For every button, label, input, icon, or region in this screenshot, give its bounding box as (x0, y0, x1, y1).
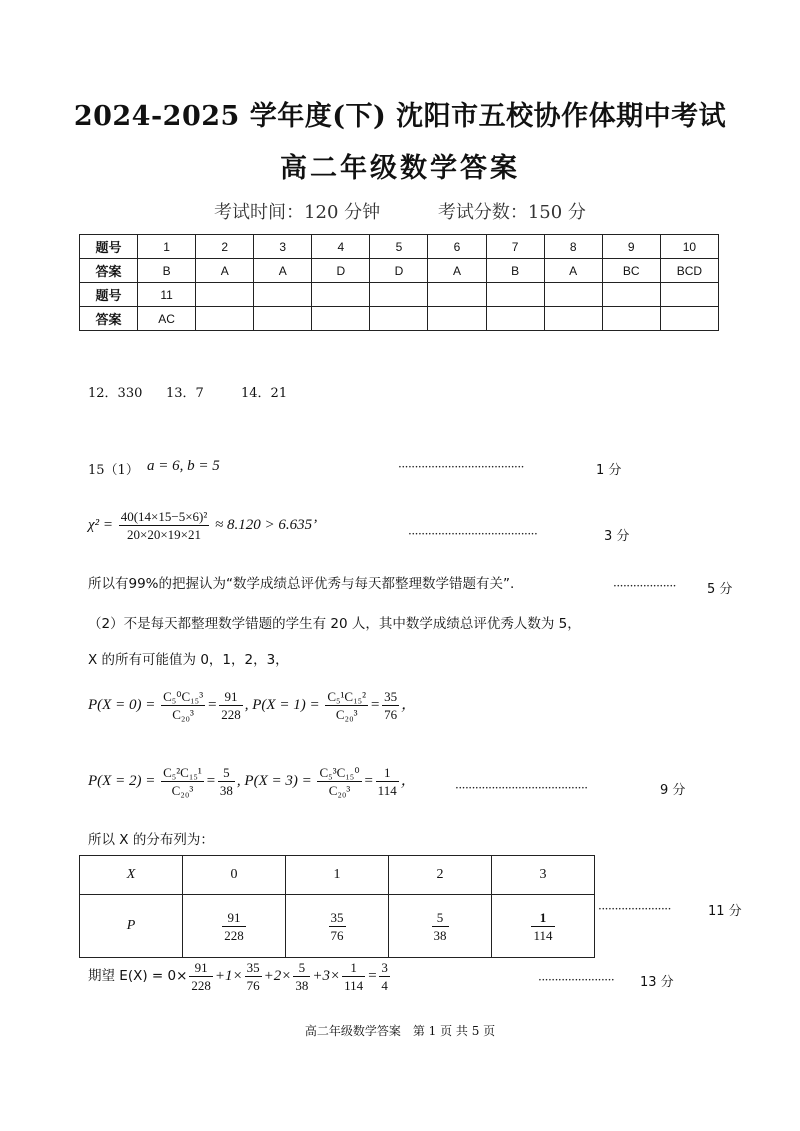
p3-value (376, 764, 399, 799)
dist-p-label: P (80, 895, 183, 958)
fraction-denominator: 76 (246, 978, 260, 993)
p1-combination (325, 688, 368, 723)
answer-cell: B (486, 259, 544, 283)
score-mark: 5 分 (707, 582, 733, 597)
comma: ， (400, 772, 416, 789)
answer-q13: 13．7 (166, 386, 204, 401)
fraction-denominator: 114 (533, 927, 553, 943)
p2-value (218, 764, 235, 799)
q15-label: 15（1） (88, 463, 139, 478)
dist-fraction (432, 909, 449, 944)
p3-combination (317, 764, 361, 799)
q15-step1: a = 6, b = 5 (147, 458, 220, 474)
empty-cell (370, 283, 428, 307)
dist-header-cell: X (80, 856, 183, 895)
fraction-denominator: 38 (219, 783, 233, 798)
dot-leader: ········································ (455, 781, 588, 795)
fraction-denominator: 76 (384, 707, 398, 722)
expectation-line (88, 959, 392, 994)
chi-mark: ’ (312, 516, 318, 533)
empty-cell (254, 283, 312, 307)
fraction-denominator: 228 (221, 707, 241, 722)
fraction-numerator: 91 (219, 688, 243, 706)
question-number: 7 (486, 235, 544, 259)
exp-term: +2× (263, 967, 292, 984)
question-number: 4 (312, 235, 370, 259)
score-mark: 11 分 (708, 904, 742, 919)
exp-equals: = (367, 967, 378, 984)
expectation-lhs: 期望 E(X) = 0× (88, 967, 188, 984)
chi-lhs: χ² = (88, 516, 113, 533)
answer-cell: D (370, 259, 428, 283)
dist-header-cell: 3 (492, 856, 595, 895)
dist-p-cell (492, 895, 595, 958)
p2-lhs: P(X = 2) = (88, 772, 156, 789)
answer-cell: B (138, 259, 196, 283)
p0-value (219, 688, 243, 723)
empty-cell (254, 307, 312, 331)
fraction-denominator: 20×20×19×21 (127, 527, 201, 542)
answer-cell: A (196, 259, 254, 283)
fraction-numerator: C₅²C₁₅¹ (163, 765, 202, 780)
question-number: 9 (602, 235, 660, 259)
fraction-numerator: 91 (222, 909, 246, 927)
score-mark: 9 分 (660, 783, 686, 798)
answer-q14: 14．21 (241, 386, 288, 401)
exp-fraction (189, 959, 213, 994)
empty-cell (660, 307, 718, 331)
question-number: 11 (138, 283, 196, 307)
exp-term: +3× (312, 967, 341, 984)
question-number: 2 (196, 235, 254, 259)
answer-table (79, 234, 719, 331)
dot-leader: ······································ (398, 460, 524, 474)
fraction-numerator: 40(14×15−5×6)² (120, 509, 208, 524)
question-number: 8 (544, 235, 602, 259)
empty-cell (544, 283, 602, 307)
dist-fraction (222, 909, 246, 944)
exam-time: 考试时间：120 分钟 (214, 202, 381, 223)
question-number: 10 (660, 235, 718, 259)
p0-combination (161, 688, 205, 723)
empty-cell (660, 283, 718, 307)
answer-cell: BCD (660, 259, 718, 283)
fraction-denominator: 38 (433, 927, 447, 943)
fraction-denominator: 76 (330, 927, 344, 943)
part2-intro: （2）不是每天都整理数学错题的学生有 20 人，其中数学成绩总评优秀人数为 5， (88, 616, 581, 632)
row-label: 答案 (80, 307, 138, 331)
fraction-denominator: C₂₀³ (328, 783, 351, 798)
chi-rhs: ≈ 8.120 > 6.635 (215, 516, 313, 533)
row-label: 题号 (80, 283, 138, 307)
dist-header-cell: 0 (183, 856, 286, 895)
fraction-numerator: 3 (381, 960, 388, 975)
question-number: 5 (370, 235, 428, 259)
row-label: 题号 (80, 235, 138, 259)
fraction-numerator: 91 (189, 959, 213, 977)
page-footer: 高二年级数学答案 第 1 页 共 5 页 (304, 1024, 496, 1038)
fraction-denominator: 228 (191, 978, 211, 993)
answer-cell: BC (602, 259, 660, 283)
exp-fraction (293, 959, 310, 994)
fraction-numerator: 35 (330, 909, 344, 925)
empty-cell (312, 307, 370, 331)
comma: ， (401, 696, 417, 713)
empty-cell (196, 307, 254, 331)
chi-fraction (119, 508, 210, 543)
dist-fraction (531, 909, 554, 944)
question-number: 6 (428, 235, 486, 259)
exp-result (379, 959, 390, 994)
empty-cell (602, 283, 660, 307)
p2-combination (161, 764, 204, 799)
score-mark: 3 分 (604, 529, 630, 544)
score-mark: 13 分 (640, 975, 674, 990)
answer-cell: AC (138, 307, 196, 331)
question-number: 3 (254, 235, 312, 259)
dot-leader: ······················ (598, 902, 671, 916)
empty-cell (544, 307, 602, 331)
probability-line-1: P(X = 0) = $\frac{\text{C₅⁰C₁₅³}}{\text{C₂₀³}}$ = $\frac{91}{228}$ , P(X = 1) = $\frac{\text{C₅¹C₁₅²}}{\text{C₂₀³}}$ = $\frac{35}{76}$ ， (88, 689, 417, 722)
answer-cell: A (428, 259, 486, 283)
row-label: 答案 (80, 259, 138, 283)
answer-cell: A (544, 259, 602, 283)
dot-leader: ······································· (408, 527, 538, 541)
distribution-table (79, 855, 595, 958)
p1-value (382, 688, 399, 723)
fraction-numerator: 35 (384, 689, 398, 704)
fraction-numerator: 5 (432, 909, 449, 927)
dist-fraction (329, 909, 346, 944)
empty-cell (312, 283, 370, 307)
dot-leader: ······················· (538, 973, 615, 987)
answer-table-row (80, 235, 719, 259)
p3-lhs: , P(X = 3) = (236, 772, 312, 789)
conclusion-text: 所以有99%的把握认为“数学成绩总评优秀与每天都整理数学错题有关”. (88, 576, 515, 592)
answer-q12: 12．330 (88, 386, 143, 401)
exp-fraction (245, 959, 262, 994)
empty-cell (196, 283, 254, 307)
dot-leader: ··················· (613, 579, 676, 593)
fraction-denominator: 38 (295, 978, 309, 993)
distribution-intro: 所以 X 的分布列为： (88, 832, 214, 848)
document-subtitle: 高二年级数学答案 (280, 153, 520, 184)
exp-term: +1× (214, 967, 243, 984)
empty-cell (428, 283, 486, 307)
empty-cell (370, 307, 428, 331)
answer-cell: A (254, 259, 312, 283)
dist-header-cell: 1 (286, 856, 389, 895)
dist-p-cell (183, 895, 286, 958)
distribution-probability-row (80, 895, 595, 958)
empty-cell (428, 307, 486, 331)
p1-lhs: , P(X = 1) = (244, 696, 320, 713)
fraction-denominator: 114 (377, 783, 397, 798)
fraction-denominator: C₂₀³ (172, 707, 194, 722)
document-title: 2024-2025 学年度(下) 沈阳市五校协作体期中考试 (73, 101, 727, 132)
exp-fraction (342, 959, 365, 994)
distribution-header-row (80, 856, 595, 895)
probability-line-2: P(X = 2) = $\frac{\text{C₅²C₁₅¹}}{\text{C₂₀³}}$ = $\frac{5}{38}$ , P(X = 3) = $\frac{\text{C₅³C₁₅⁰}}{\text{C₂₀³}}$ = $\frac{1}{114}$ ， (88, 765, 416, 798)
fraction-numerator: C₅⁰C₁₅³ (163, 689, 204, 704)
dist-header-cell: 2 (389, 856, 492, 895)
dist-p-cell (286, 895, 389, 958)
fraction-denominator: 114 (344, 978, 364, 993)
part2-values: X 的所有可能值为 0，1，2，3， (88, 652, 289, 668)
exam-meta (0, 198, 800, 224)
fraction-numerator: 5 (293, 959, 310, 977)
chi-square-formula (88, 508, 317, 543)
question-number: 1 (138, 235, 196, 259)
fraction-numerator: 35 (246, 960, 260, 975)
empty-cell (486, 283, 544, 307)
answer-table-row (80, 259, 719, 283)
fraction-numerator: 1 (531, 909, 554, 927)
fraction-denominator: 228 (224, 927, 244, 943)
answer-table-row (80, 307, 719, 331)
fraction-numerator: 1 (342, 959, 365, 977)
answer-table-row (80, 283, 719, 307)
fraction-numerator: C₅³C₁₅⁰ (319, 765, 360, 780)
empty-cell (602, 307, 660, 331)
empty-cell (486, 307, 544, 331)
exam-score: 考试分数：150 分 (437, 202, 586, 223)
dist-p-cell (389, 895, 492, 958)
score-mark: 1 分 (596, 463, 622, 478)
fraction-denominator: C₂₀³ (335, 707, 358, 722)
fraction-numerator: 1 (376, 764, 399, 782)
p0-lhs: P(X = 0) = (88, 696, 156, 713)
fraction-denominator: C₂₀³ (171, 783, 194, 798)
fraction-denominator: 4 (381, 978, 388, 993)
fraction-numerator: C₅¹C₁₅² (327, 689, 367, 704)
answer-cell: D (312, 259, 370, 283)
fraction-numerator: 5 (218, 764, 235, 782)
